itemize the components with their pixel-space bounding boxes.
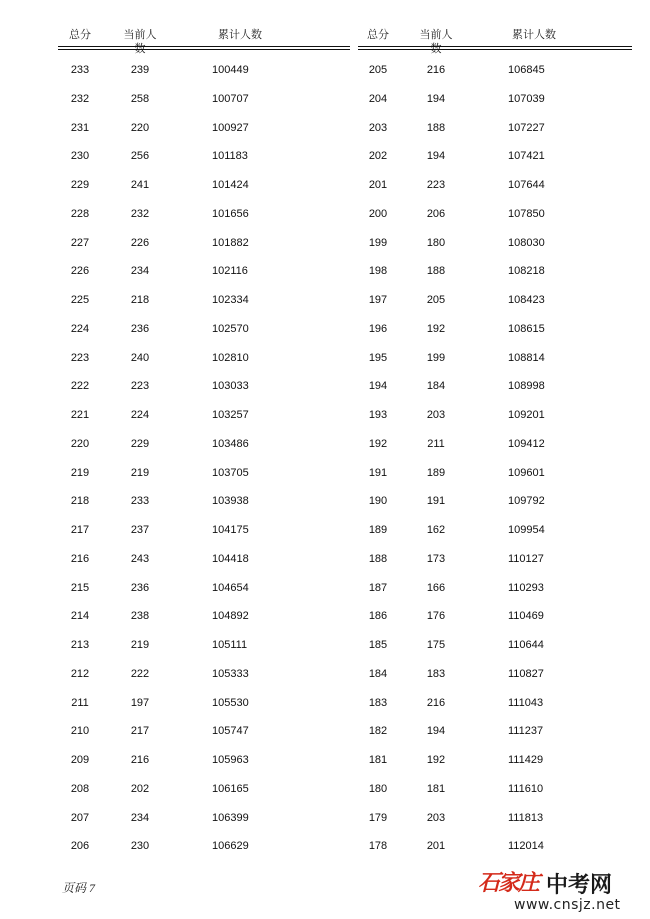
table-row	[58, 631, 350, 660]
table-row	[58, 574, 350, 603]
cell-current-count: 222	[130, 667, 150, 680]
table-row	[58, 286, 350, 315]
cell-cumulative-count: 105111	[212, 639, 248, 651]
table-row	[58, 804, 350, 833]
cell-current-count: 229	[130, 437, 150, 450]
table-row	[58, 315, 350, 344]
cell-cumulative-count: 101882	[212, 236, 249, 249]
cell-total-score: 192	[368, 437, 388, 450]
cell-total-score: 226	[70, 265, 90, 278]
cell-cumulative-count: 109954	[508, 524, 545, 536]
cell-total-score: 213	[70, 639, 90, 651]
cell-total-score: 223	[70, 351, 90, 364]
cell-cumulative-count: 101424	[212, 179, 249, 191]
cell-current-count: 219	[130, 466, 150, 479]
table-row	[58, 717, 350, 746]
cell-current-count: 216	[130, 754, 150, 766]
table-row	[358, 85, 632, 114]
cell-current-count: 202	[130, 782, 150, 795]
cell-current-count: 232	[130, 207, 150, 220]
cell-total-score: 225	[70, 294, 90, 306]
cell-total-score: 195	[368, 351, 388, 364]
cell-cumulative-count: 102810	[212, 351, 249, 364]
cell-cumulative-count: 105747	[212, 725, 249, 738]
cell-total-score: 216	[70, 552, 90, 565]
cell-total-score: 229	[70, 179, 90, 191]
cell-current-count: 201	[426, 840, 446, 853]
cell-total-score: 181	[368, 754, 388, 766]
cell-cumulative-count: 110469	[508, 610, 544, 623]
table-row	[58, 85, 350, 114]
cell-total-score: 194	[368, 380, 388, 393]
table-row	[58, 372, 350, 401]
table-row	[358, 631, 632, 660]
cell-current-count: 238	[130, 610, 150, 623]
cell-current-count: 205	[426, 294, 446, 306]
cell-cumulative-count: 103257	[212, 409, 249, 421]
cell-total-score: 202	[368, 150, 388, 163]
table-row	[58, 746, 350, 775]
cell-cumulative-count: 101183	[212, 150, 248, 163]
table-row	[358, 545, 632, 574]
cell-total-score: 196	[368, 322, 388, 335]
cell-cumulative-count: 108998	[508, 380, 545, 393]
cell-total-score: 199	[368, 236, 388, 249]
cell-current-count: 175	[426, 639, 446, 651]
cell-current-count: 181	[426, 782, 446, 795]
cell-current-count: 216	[426, 696, 446, 709]
cell-cumulative-count: 109792	[508, 495, 545, 508]
cell-current-count: 166	[426, 581, 446, 594]
cell-cumulative-count: 110827	[508, 667, 544, 680]
cell-current-count: 234	[130, 265, 150, 278]
cell-cumulative-count: 105530	[212, 696, 249, 709]
cell-current-count: 176	[426, 610, 446, 623]
cell-current-count: 180	[426, 236, 446, 249]
cell-current-count: 173	[426, 552, 446, 565]
cell-total-score: 197	[368, 294, 388, 306]
cell-cumulative-count: 105963	[212, 754, 249, 766]
watermark-site-name: 中考网	[546, 873, 613, 898]
cell-cumulative-count: 110644	[508, 639, 544, 651]
cell-total-score: 219	[70, 466, 90, 479]
cell-current-count: 192	[426, 322, 446, 335]
cell-current-count: 218	[130, 294, 150, 306]
cell-cumulative-count: 100927	[212, 121, 249, 134]
cell-total-score: 211	[71, 696, 89, 709]
cell-current-count: 219	[130, 639, 150, 651]
cell-current-count: 197	[130, 696, 150, 709]
cell-cumulative-count: 106165	[212, 782, 249, 795]
cell-cumulative-count: 107039	[508, 92, 545, 105]
table-row	[58, 430, 350, 459]
cell-total-score: 198	[368, 265, 388, 278]
table-row	[358, 516, 632, 545]
cell-cumulative-count: 103486	[212, 437, 249, 450]
cell-cumulative-count: 110293	[508, 581, 544, 594]
cell-total-score: 201	[368, 179, 388, 191]
cell-current-count: 234	[130, 811, 150, 824]
table-row	[358, 315, 632, 344]
cell-cumulative-count: 109412	[508, 437, 545, 450]
header-current-count: 当前人数	[419, 29, 453, 55]
table-row	[358, 200, 632, 229]
cell-current-count: 184	[426, 380, 446, 393]
table-row	[58, 142, 350, 171]
cell-current-count: 224	[130, 409, 150, 421]
cell-total-score: 218	[70, 495, 90, 508]
table-row	[358, 775, 632, 804]
cell-cumulative-count: 107850	[508, 207, 545, 220]
cell-current-count: 206	[426, 207, 446, 220]
table-header-left	[58, 28, 350, 55]
cell-cumulative-count: 102334	[212, 294, 249, 306]
cell-cumulative-count: 102570	[212, 322, 249, 335]
cell-current-count: 203	[426, 811, 446, 824]
cell-total-score: 231	[70, 121, 90, 134]
header-cumulative-count: 累计人数	[512, 29, 556, 41]
cell-cumulative-count: 105333	[212, 667, 249, 680]
table-row	[358, 430, 632, 459]
cell-current-count: 239	[130, 64, 150, 76]
table-body-left	[58, 56, 350, 861]
cell-cumulative-count: 104892	[212, 610, 249, 623]
table-row	[58, 487, 350, 516]
cell-total-score: 179	[368, 811, 388, 824]
table-row	[358, 56, 632, 85]
cell-cumulative-count: 108814	[508, 351, 545, 364]
cell-total-score: 228	[70, 207, 90, 220]
cell-total-score: 209	[70, 754, 90, 766]
cell-current-count: 240	[130, 351, 150, 364]
cell-cumulative-count: 108423	[508, 294, 545, 306]
cell-cumulative-count: 110127	[508, 552, 544, 565]
header-rule-top	[58, 46, 350, 47]
header-total-score: 总分	[69, 29, 91, 41]
cell-total-score: 206	[70, 840, 90, 853]
watermark-url: www.cnsjz.net	[514, 897, 621, 913]
cell-cumulative-count: 109601	[508, 466, 545, 479]
cell-total-score: 227	[70, 236, 90, 249]
cell-current-count: 188	[426, 265, 446, 278]
table-row	[358, 660, 632, 689]
table-row	[358, 746, 632, 775]
cell-current-count: 188	[426, 121, 446, 134]
cell-cumulative-count: 104418	[212, 552, 249, 565]
cell-total-score: 187	[368, 581, 388, 594]
cell-total-score: 210	[70, 725, 90, 738]
cell-current-count: 194	[426, 150, 446, 163]
table-row	[358, 257, 632, 286]
cell-total-score: 203	[368, 121, 388, 134]
cell-total-score: 217	[70, 524, 90, 536]
table-row	[58, 545, 350, 574]
cell-total-score: 188	[368, 552, 388, 565]
cell-current-count: 183	[426, 667, 446, 680]
table-row	[358, 286, 632, 315]
cell-current-count: 191	[426, 495, 446, 508]
header-current-count: 当前人数	[123, 29, 157, 55]
cell-cumulative-count: 100449	[212, 64, 249, 76]
table-body-right	[358, 56, 632, 861]
cell-total-score: 200	[368, 207, 388, 220]
cell-total-score: 186	[368, 610, 388, 623]
table-row	[58, 459, 350, 488]
cell-cumulative-count: 108030	[508, 236, 545, 249]
table-row	[358, 602, 632, 631]
table-row	[358, 832, 632, 861]
table-row	[58, 689, 350, 718]
table-row	[58, 229, 350, 258]
cell-current-count: 199	[426, 351, 446, 364]
cell-total-score: 215	[70, 581, 90, 594]
cell-total-score: 207	[70, 811, 90, 824]
table-row	[358, 344, 632, 373]
cell-cumulative-count: 103033	[212, 380, 249, 393]
cell-cumulative-count: 107227	[508, 121, 545, 134]
cell-cumulative-count: 106845	[508, 64, 545, 76]
cell-total-score: 178	[368, 840, 388, 853]
cell-current-count: 230	[130, 840, 150, 853]
cell-current-count: 236	[130, 322, 150, 335]
cell-total-score: 180	[368, 782, 388, 795]
cell-cumulative-count: 111237	[508, 725, 544, 738]
cell-total-score: 190	[368, 495, 388, 508]
cell-current-count: 216	[426, 64, 446, 76]
table-row	[358, 142, 632, 171]
cell-total-score: 193	[368, 409, 388, 421]
cell-cumulative-count: 106399	[212, 811, 249, 824]
cell-cumulative-count: 108615	[508, 322, 545, 335]
cell-current-count: 243	[130, 552, 150, 565]
table-row	[358, 372, 632, 401]
cell-total-score: 204	[368, 92, 388, 105]
cell-total-score: 191	[368, 466, 388, 479]
cell-cumulative-count: 102116	[212, 265, 248, 278]
cell-cumulative-count: 108218	[508, 265, 545, 278]
cell-current-count: 258	[130, 92, 150, 105]
table-row	[358, 229, 632, 258]
cell-current-count: 223	[426, 179, 446, 191]
cell-cumulative-count: 103938	[212, 495, 249, 508]
cell-current-count: 256	[130, 150, 150, 163]
cell-total-score: 183	[368, 696, 388, 709]
table-row	[358, 717, 632, 746]
cell-cumulative-count: 107421	[508, 150, 545, 163]
cell-cumulative-count: 111813	[508, 811, 544, 824]
table-row	[58, 56, 350, 85]
cell-current-count: 223	[130, 380, 150, 393]
cell-current-count: 203	[426, 409, 446, 421]
cell-total-score: 208	[70, 782, 90, 795]
cell-total-score: 232	[70, 92, 90, 105]
cell-total-score: 221	[70, 409, 90, 421]
header-rule-bottom	[58, 49, 350, 50]
table-row	[58, 401, 350, 430]
table-row	[58, 660, 350, 689]
cell-total-score: 214	[70, 610, 90, 623]
cell-total-score: 182	[368, 725, 388, 738]
cell-total-score: 212	[70, 667, 90, 680]
header-total-score: 总分	[367, 29, 389, 41]
cell-current-count: 236	[130, 581, 150, 594]
table-header-right	[358, 28, 632, 55]
cell-cumulative-count: 107644	[508, 179, 545, 191]
cell-cumulative-count: 111429	[508, 754, 544, 766]
cell-total-score: 205	[368, 64, 388, 76]
cell-current-count: 233	[130, 495, 150, 508]
table-row	[358, 171, 632, 200]
table-row	[58, 114, 350, 143]
cell-cumulative-count: 112014	[508, 840, 544, 853]
cell-current-count: 211	[427, 437, 445, 450]
cell-current-count: 194	[426, 725, 446, 738]
cell-total-score: 233	[70, 64, 90, 76]
header-cumulative-count: 累计人数	[218, 29, 262, 41]
table-row	[358, 114, 632, 143]
table-row	[358, 574, 632, 603]
table-row	[58, 602, 350, 631]
table-row	[58, 344, 350, 373]
table-row	[58, 516, 350, 545]
table-row	[58, 200, 350, 229]
cell-cumulative-count: 109201	[508, 409, 545, 421]
cell-current-count: 189	[426, 466, 446, 479]
cell-cumulative-count: 106629	[212, 840, 249, 853]
cell-current-count: 241	[130, 179, 150, 191]
cell-current-count: 192	[426, 754, 446, 766]
cell-total-score: 220	[70, 437, 90, 450]
cell-cumulative-count: 101656	[212, 207, 249, 220]
cell-cumulative-count: 111043	[508, 696, 544, 709]
table-row	[358, 689, 632, 718]
cell-cumulative-count: 111610	[508, 782, 544, 795]
cell-total-score: 224	[70, 322, 90, 335]
cell-current-count: 237	[130, 524, 150, 536]
site-watermark-logo	[478, 866, 646, 916]
cell-current-count: 194	[426, 92, 446, 105]
cell-cumulative-count: 104654	[212, 581, 249, 594]
table-row	[358, 487, 632, 516]
cell-total-score: 185	[368, 639, 388, 651]
page-number: 页码 7	[62, 881, 96, 895]
cell-cumulative-count: 100707	[212, 92, 249, 105]
cell-current-count: 217	[130, 725, 150, 738]
header-rule-bottom	[358, 49, 632, 50]
cell-cumulative-count: 103705	[212, 466, 249, 479]
cell-current-count: 226	[130, 236, 150, 249]
cell-total-score: 189	[368, 524, 388, 536]
cell-total-score: 222	[70, 380, 90, 393]
table-row	[58, 775, 350, 804]
header-rule-top	[358, 46, 632, 47]
table-row	[358, 459, 632, 488]
cell-total-score: 230	[70, 150, 90, 163]
cell-cumulative-count: 104175	[212, 524, 249, 536]
watermark-brush-text: 石家庄	[478, 870, 539, 896]
table-row	[58, 171, 350, 200]
table-row	[58, 832, 350, 861]
cell-total-score: 184	[368, 667, 388, 680]
table-row	[358, 401, 632, 430]
cell-current-count: 220	[130, 121, 150, 134]
table-row	[58, 257, 350, 286]
cell-current-count: 162	[426, 524, 446, 536]
table-row	[358, 804, 632, 833]
